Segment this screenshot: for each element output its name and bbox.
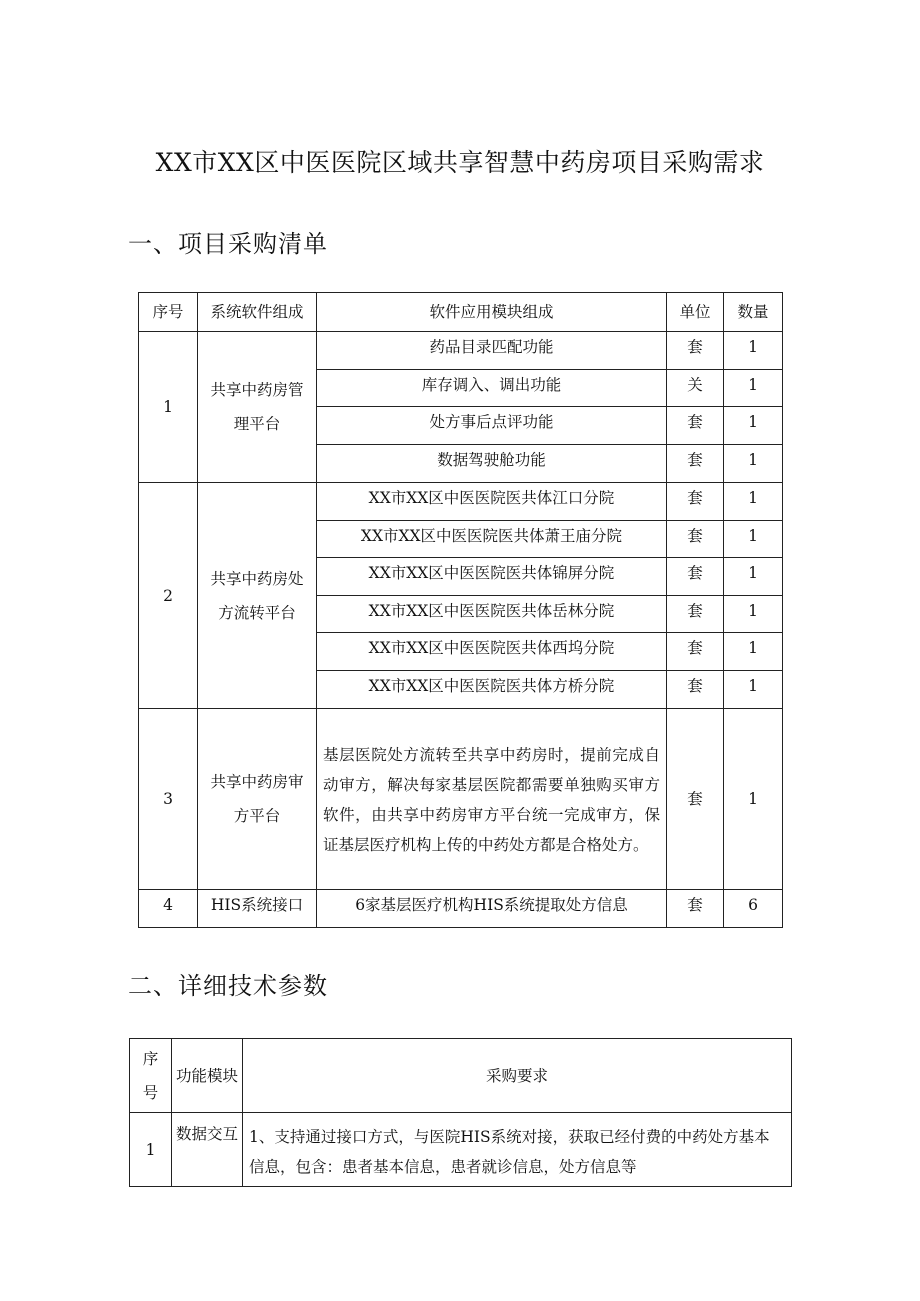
qty-cell: 1 xyxy=(724,709,783,890)
unit-cell: 套 xyxy=(667,332,724,370)
page-title: XX市XX区中医医院区域共享智慧中药房项目采购需求 xyxy=(155,148,765,177)
header-cell: 软件应用模块组成 xyxy=(317,293,667,332)
row-number: 1 xyxy=(130,1113,172,1187)
row-number: 4 xyxy=(139,890,198,928)
unit-cell: 套 xyxy=(667,558,724,596)
table-row xyxy=(139,332,783,370)
technical-params-table xyxy=(129,1038,792,1187)
section-heading-1: 一、项目采购清单 xyxy=(128,230,328,258)
system-name: HIS系统接口 xyxy=(198,890,317,928)
system-name: 共享中药房管理平台 xyxy=(198,332,317,483)
module-name: XX市XX区中医医院医共体江口分院 xyxy=(317,483,667,521)
header-cell: 采购要求 xyxy=(243,1039,792,1113)
table-row xyxy=(130,1113,792,1187)
qty-cell: 1 xyxy=(724,671,783,709)
section-heading-2: 二、详细技术参数 xyxy=(128,972,328,1000)
unit-cell: 套 xyxy=(667,709,724,890)
module-name: XX市XX区中医医院医共体方桥分院 xyxy=(317,671,667,709)
unit-cell: 套 xyxy=(667,483,724,521)
requirement-text: 1、支持通过接口方式，与医院HIS系统对接，获取已经付费的中药处方基本信息，包含：患者基本信息，患者就诊信息，处方信息等 xyxy=(243,1113,792,1187)
module-name: XX市XX区中医医院医共体锦屏分院 xyxy=(317,558,667,596)
module-name: 6家基层医疗机构HIS系统提取处方信息 xyxy=(317,890,667,928)
unit-cell: 套 xyxy=(667,596,724,633)
header-cell: 系统软件组成 xyxy=(198,293,317,332)
unit-cell: 套 xyxy=(667,445,724,483)
system-name: 共享中药房审方平台 xyxy=(198,709,317,890)
module-name: XX市XX区中医医院医共体西坞分院 xyxy=(317,633,667,671)
module-name: 药品目录匹配功能 xyxy=(317,332,667,370)
unit-cell: 套 xyxy=(667,890,724,928)
system-name: 共享中药房处方流转平台 xyxy=(198,483,317,709)
table-header-row xyxy=(139,293,783,332)
row-number: 3 xyxy=(139,709,198,890)
qty-cell: 1 xyxy=(724,407,783,445)
qty-cell: 1 xyxy=(724,483,783,521)
header-cell: 序号 xyxy=(139,293,198,332)
module-name: XX市XX区中医医院医共体萧王庙分院 xyxy=(317,521,667,558)
row-number: 1 xyxy=(139,332,198,483)
unit-cell: 套 xyxy=(667,521,724,558)
header-cell: 数量 xyxy=(724,293,783,332)
qty-cell: 1 xyxy=(724,332,783,370)
table-row xyxy=(139,709,783,890)
module-name: XX市XX区中医医院医共体岳林分院 xyxy=(317,596,667,633)
procurement-list-table xyxy=(138,292,783,928)
unit-cell: 套 xyxy=(667,407,724,445)
qty-cell: 1 xyxy=(724,596,783,633)
qty-cell: 1 xyxy=(724,633,783,671)
qty-cell: 1 xyxy=(724,558,783,596)
qty-cell: 1 xyxy=(724,445,783,483)
module-name: 处方事后点评功能 xyxy=(317,407,667,445)
table-row xyxy=(139,890,783,928)
unit-cell: 套 xyxy=(667,671,724,709)
header-cell: 单位 xyxy=(667,293,724,332)
module-name: 数据交互 xyxy=(172,1113,243,1187)
module-description: 基层医院处方流转至共享中药房时，提前完成自动审方，解决每家基层医院都需要单独购买审方软件，由共享中药房审方平台统一完成审方，保证基层医疗机构上传的中药处方都是合格处方。 xyxy=(317,709,667,890)
unit-cell: 套 xyxy=(667,633,724,671)
table-header-row xyxy=(130,1039,792,1113)
qty-cell: 1 xyxy=(724,370,783,407)
module-name: 库存调入、调出功能 xyxy=(317,370,667,407)
header-cell: 序号 xyxy=(130,1039,172,1113)
module-name: 数据驾驶舱功能 xyxy=(317,445,667,483)
table-row xyxy=(139,483,783,521)
header-cell: 功能模块 xyxy=(172,1039,243,1113)
qty-cell: 6 xyxy=(724,890,783,928)
qty-cell: 1 xyxy=(724,521,783,558)
row-number: 2 xyxy=(139,483,198,709)
unit-cell: 关 xyxy=(667,370,724,407)
